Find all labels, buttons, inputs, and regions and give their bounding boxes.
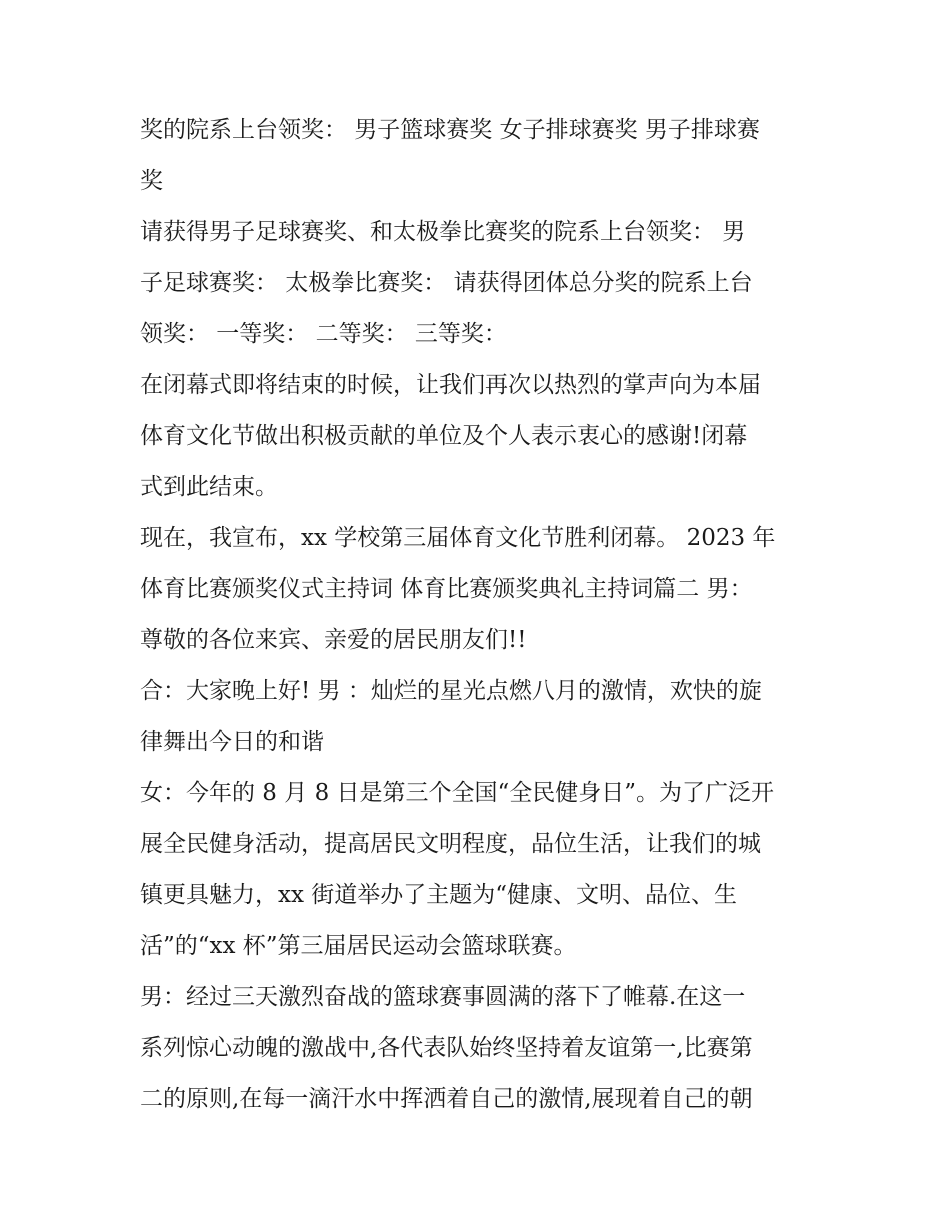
document-body <box>140 105 820 1125</box>
text-line: 请获得男子足球赛奖、和太极拳比赛奖的院系上台领奖： 男 <box>140 219 746 245</box>
text-line: 系列惊心动魄的激战中,各代表队始终坚持着友谊第一,比赛第 <box>140 1035 753 1061</box>
text-line: 女：今年的 8 月 8 日是第三个全国“全民健身日”。为了广泛开 <box>140 780 775 806</box>
text-line: 奖的院系上台领奖： 男子篮球赛奖 女子排球赛奖 男子排球赛 <box>140 117 760 143</box>
text-line: 领奖： 一等奖： 二等奖： 三等奖： <box>140 321 507 347</box>
text-line: 合：大家晚上好! 男 ：灿烂的星光点燃八月的激情，欢快的旋 <box>140 678 762 704</box>
text-line: 镇更具魅力，xx 街道举办了主题为“健康、文明、品位、生 <box>140 882 738 908</box>
text-line: 体育比赛颁奖仪式主持词 体育比赛颁奖典礼主持词篇二 男： <box>140 576 753 602</box>
text-line: 子足球赛奖： 太极拳比赛奖： 请获得团体总分奖的院系上台 <box>140 270 753 296</box>
text-line: 式到此结束。 <box>140 474 278 500</box>
text-line: 活”的“xx 杯”第三届居民运动会篮球联赛。 <box>140 933 577 959</box>
text-line: 奖 <box>140 168 163 194</box>
text-line: 律舞出今日的和谐 <box>140 729 324 755</box>
text-line: 体育文化节做出积极贡献的单位及个人表示衷心的感谢!闭幕 <box>140 423 748 449</box>
text-line: 展全民健身活动，提高居民文明程度，品位生活，让我们的城 <box>140 831 761 857</box>
text-line: 现在，我宣布，xx 学校第三届体育文化节胜利闭幕。 2023 年 <box>140 525 776 551</box>
text-line: 男：经过三天激烈奋战的篮球赛事圆满的落下了帷幕.在这一 <box>140 984 746 1010</box>
text-line: 二的原则,在每一滴汗水中挥洒着自己的激情,展现着自己的朝 <box>140 1086 753 1112</box>
text-line: 尊敬的各位来宾、亲爱的居民朋友们!! <box>140 627 527 653</box>
text-line: 在闭幕式即将结束的时候，让我们再次以热烈的掌声向为本届 <box>140 372 761 398</box>
